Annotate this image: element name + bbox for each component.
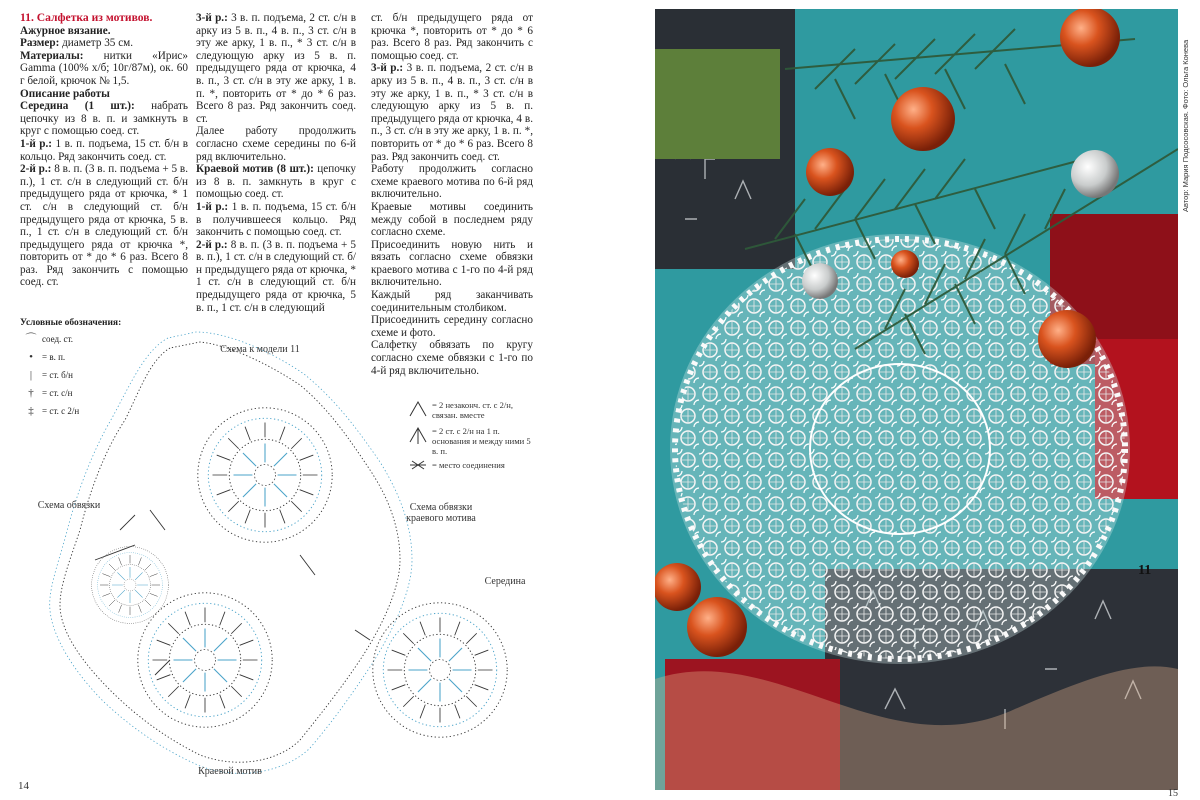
edge-row3-label: 3-й р.: [371,62,404,75]
legend-title: Условные обозначения: [20,318,122,328]
legend-text: = ст. б/н [42,369,73,380]
row2-text: 8 в. п. (3 в. п. подъема + 5 в. п.), 1 ст. с/н в следующий ст. б/н предыдущего ряда от крючка, * 1 ст. с/н в следующий ст. б/н предыдущего ряда от крючка, 5 в. п., 1 ст. с/н в следующий ст. б/н предыдущего ряда от крючка *, повторить от * до * 6 раз. Всего 8 раз. Ряд закончить с помощью соед. ст. [20,163,189,289]
text-column-3 [371,12,533,377]
page-number-left: 14 [18,780,29,792]
edge-row1-text: 1 в. п. подъема, 15 ст. б/н в получившееся кольцо. Ряд закончить с помощью соед. ст. [196,200,356,239]
edge-row2-label: 2-й р.: [196,238,228,251]
row1-text: 1 в. п. подъема, 15 ст. б/н в кольцо. Ряд закончить соед. ст. [20,137,188,163]
legend-text: соед. ст. [42,333,74,344]
scheme-title: Схема к модели 11 [220,344,300,355]
edge-row2-continue: ст. б/н предыдущего ряда от крючка *, повторить от * до * 6 раз. Всего 8 раз. Ряд закончить с помощью соед. ст. [371,12,533,62]
edge-row2-text: 8 в. п. (3 в. п. подъема + 5 в. п.), 1 ст. с/н в следующий ст. б/н предыдущего ряда от крючка, * 1 ст. с/н в следующий ст. б/н предыдущего ряда от крючка, 5 в. п., 1 ст. с/н в следующий [196,238,356,314]
edge-row3-text: 3 в. п. подъема, 2 ст. с/н в арку из 5 в. п., 4 в. п., 3 ст. с/н в эту же арку, 1 в. п., * 3 ст. с/н в следующую арку из 5 в. п. предыдущего ряда от крючка, 4 в. п., 3 ст. с/н в эту же арку, 1 в. п. *, повторить от * до * 6 раз. Всего 8 раз. Ряд закончить соед. ст. [371,62,533,163]
legend-text: = в. п. [42,351,66,362]
middle-text: набрать цепочку из 8 в. п. и замкнуть в круг с помощью соед. ст. [20,100,188,138]
legend-text: = ст. с/н [42,387,73,398]
photo-credit: Автор: Мария Подсосовская. Фото: Ольга Конева [1181,39,1190,212]
key-decrease: = 2 незаконч. ст. с 2/н, связан. вместе [432,400,514,420]
slip-stitch-icon: ⌒ [25,332,37,345]
attach-thread-text: Присоединить новую нить и вязать согласно схеме обвязки краевого мотива с 1-го по 4-й ряд включительно. [371,238,533,289]
description-heading: Описание работы [20,87,110,100]
edge-motif-text: цепочку из 8 в. п. замкнуть в круг с помощью соед. ст. [196,163,356,201]
text-column-2 [196,12,356,314]
key-join: = место соединения [432,460,505,470]
row3-label: 3-й р.: [196,12,228,24]
edging-text: Салфетку обвязать по кругу согласно схеме обвязки с 1-го по 4-й ряд включительно. [371,339,533,377]
attach-middle-text: Присоединить середину согласно схеме и фото. [371,314,533,339]
pattern-title: 11. Салфетка из мотивов. [20,11,153,24]
doily-photo [655,9,1178,790]
join-motifs-text: Краевые мотивы соединить между собой в последнем ряду согласно схеме. [371,200,533,239]
middle-continue-text: Далее работу продолжить согласно схеме середины по 6-й ряд включительно. [196,125,356,163]
text-column-1 [20,12,188,289]
materials-label: Материалы: [20,49,84,62]
chain-stitch-icon: • [29,350,33,363]
model-number: 11 [1138,563,1152,578]
finish-row-text: Каждый ряд заканчивать соединительным столбиком. [371,289,533,314]
legend-text: = ст. с 2/н [42,405,80,416]
edge-motif-label: Краевой мотив (8 шт.): [196,163,314,176]
row3-text: 3 в. п. подъема, 2 ст. с/н в арку из 5 в. п., 4 в. п., 3 ст. с/н в эту же арку, 1 в. п., * 3 ст. с/н в следующую арку из 5 в. п. предыдущего ряда от крючка, 4 в. п., 3 ст. с/н в эту же арку, 1 в. п. *, повторить от * до * 6 раз. Всего 8 раз. Ряд закончить соед. ст. [196,12,356,125]
label-edge-edging-scheme: Схема обвязки краевого мотива [406,502,476,524]
key-shell: = 2 ст. с 2/н на 1 п. основания и между ними 5 в. п. [432,426,531,456]
label-middle: Середина [484,576,526,587]
double-crochet-icon: † [28,386,34,399]
page-gutter [540,0,628,800]
left-page [0,0,540,800]
row2-label: 2-й р.: [20,163,52,176]
label-edging-scheme: Схема обвязки [37,500,101,511]
single-crochet-icon: | [29,368,33,381]
size-label: Размер: [20,37,60,50]
edge-continue-text: Работу продолжить согласно схеме краевого мотива по 6-й ряд включительно. [371,163,533,201]
materials-value: нитки «Ирис» Gamma (100% х/б; 10г/87м), ок. 60 г белой, крючок № 1,5. [20,49,188,87]
pattern-subtitle: Ажурное вязание. [20,24,111,37]
treble-crochet-icon: ‡ [28,404,34,417]
size-value: диаметр 35 см. [59,37,134,50]
middle-label: Середина (1 шт.): [20,100,135,113]
edge-row1-label: 1-й р.: [196,200,229,213]
label-edge-motif: Краевой мотив [198,766,262,777]
row1-label: 1-й р.: [20,137,53,150]
page-number-right: 15 [1168,788,1178,799]
